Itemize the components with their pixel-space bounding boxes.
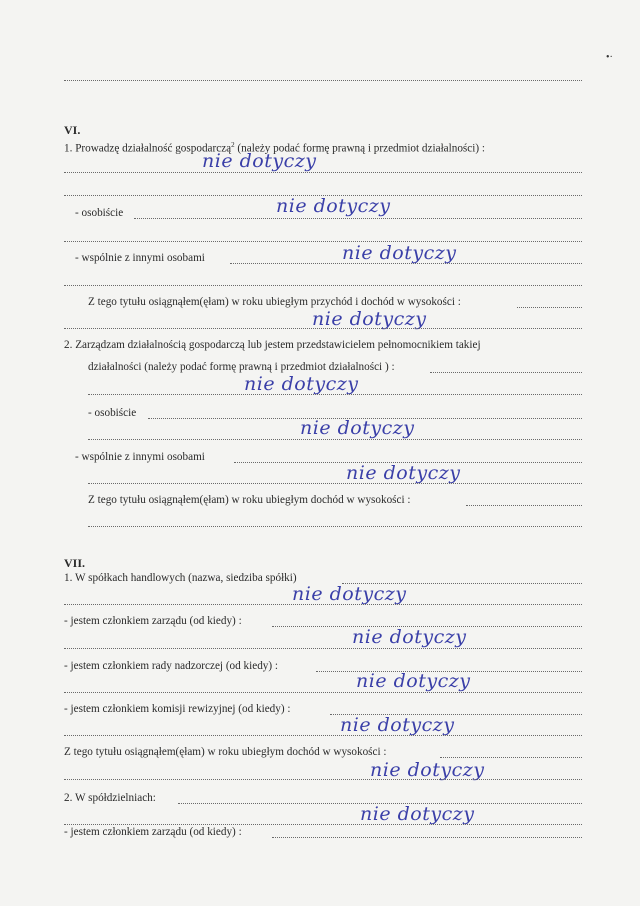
answer-line <box>64 692 582 693</box>
answer-line <box>64 824 582 825</box>
answer-line <box>64 80 582 81</box>
label-supervisory: - jestem członkiem rady nadzorczej (od kiedy) : <box>64 660 279 672</box>
handwritten-answer: nie dotyczy <box>340 714 455 736</box>
label-board: - jestem członkiem zarządu (od kiedy) : <box>64 615 242 627</box>
answer-line <box>64 735 582 736</box>
answer-line <box>134 218 582 219</box>
answer-line <box>64 172 582 173</box>
handwritten-answer: nie dotyczy <box>352 626 467 648</box>
answer-line <box>64 241 582 242</box>
question-vi-1: 1. Prowadzę działalność gospodarczą$^2$ (należy podać formę prawną i przedmiot działalności) : <box>64 141 485 155</box>
question-vi-2: 2. Zarządzam działalnością gospodarczą lub jestem przedstawicielem pełnomocnikiem takiej <box>64 339 481 351</box>
answer-line <box>64 328 582 329</box>
answer-line <box>88 526 582 527</box>
answer-line <box>517 307 582 308</box>
handwritten-answer: nie dotyczy <box>244 373 359 395</box>
handwritten-answer: nie dotyczy <box>360 803 475 825</box>
handwritten-answer: nie dotyczy <box>202 150 317 172</box>
answer-line <box>430 372 582 373</box>
handwritten-answer: nie dotyczy <box>312 308 427 330</box>
label-income: Z tego tytułu osiągnąłem(ęłam) w roku ubiegłym przychód i dochód w wysokości : <box>88 296 461 308</box>
label-personal: - osobiście <box>75 207 124 219</box>
label-audit: - jestem członkiem komisji rewizyjnej (od kiedy) : <box>64 703 291 715</box>
question-vii-1: 1. W spółkach handlowych (nazwa, siedziba spółki) <box>64 572 297 584</box>
handwritten-answer: nie dotyczy <box>356 670 471 692</box>
label-income: Z tego tytułu osiągnąłem(ęłam) w roku ubiegłym dochód w wysokości : <box>64 746 387 758</box>
handwritten-answer: nie dotyczy <box>346 462 461 484</box>
question-vii-2: 2. W spółdzielniach: <box>64 792 156 804</box>
answer-line <box>272 837 582 838</box>
answer-line <box>64 648 582 649</box>
answer-line <box>88 394 582 395</box>
section-heading-vi: VI. <box>64 123 81 137</box>
answer-line <box>64 285 582 286</box>
handwritten-answer: nie dotyczy <box>292 583 407 605</box>
answer-line <box>64 779 582 780</box>
handwritten-answer: nie dotyczy <box>300 417 415 439</box>
handwritten-answer: nie dotyczy <box>342 242 457 264</box>
handwritten-answer: nie dotyczy <box>276 195 391 217</box>
label-personal: - osobiście <box>88 407 137 419</box>
answer-line <box>64 604 582 605</box>
label-jointly: - wspólnie z innymi osobami <box>75 451 205 463</box>
section-heading-vii: VII. <box>64 556 86 570</box>
label-board: - jestem członkiem zarządu (od kiedy) : <box>64 826 242 838</box>
answer-line <box>88 439 582 440</box>
label-jointly: - wspólnie z innymi osobami <box>75 252 205 264</box>
answer-line <box>466 505 582 506</box>
question-vi-2-cont: działalności (należy podać formę prawną i przedmiot działalności ) : <box>88 361 395 373</box>
answer-line <box>88 483 582 484</box>
answer-line <box>440 757 582 758</box>
handwritten-answer: nie dotyczy <box>370 759 485 781</box>
label-income: Z tego tytułu osiągnąłem(ęłam) w roku ubiegłym dochód w wysokości : <box>88 494 411 506</box>
corner-mark: •· <box>606 52 613 63</box>
